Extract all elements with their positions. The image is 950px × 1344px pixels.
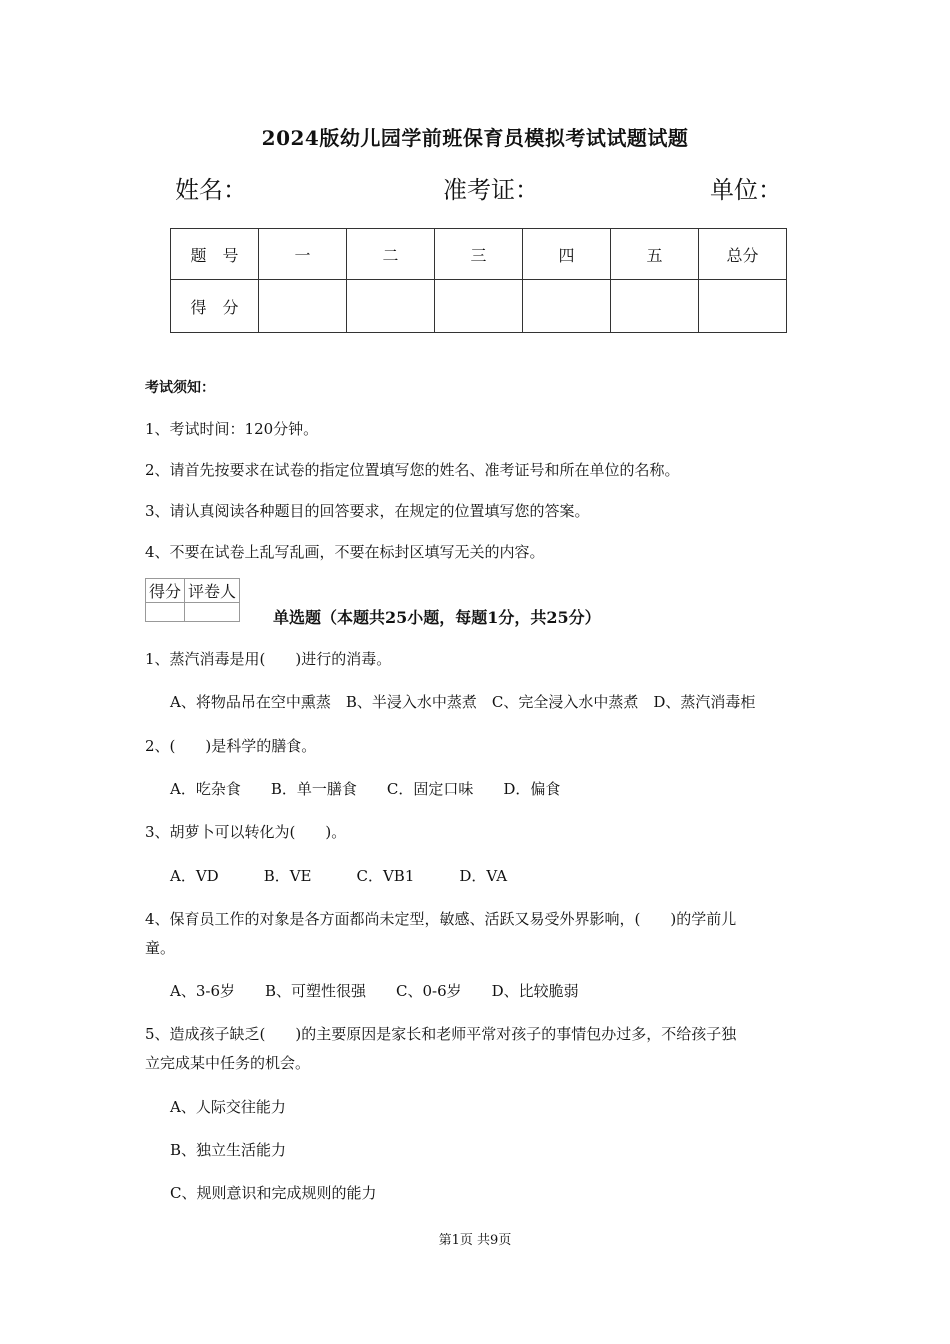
score-table-score-row — [171, 280, 787, 333]
notice-item: 2、请首先按要求在试卷的指定位置填写您的姓名、准考证号和所在单位的名称。 — [145, 461, 680, 479]
question-stem: 1、蒸汽消毒是用( )进行的消毒。 — [145, 650, 392, 668]
question-stem-continued: 童。 — [145, 939, 176, 957]
question-options: A．VD B．VE C．VB1 D．VA — [170, 867, 508, 885]
document-title: 2024版幼儿园学前班保育员模拟考试试题试题 — [261, 126, 689, 150]
notice-item: 1、考试时间：120分钟。 — [145, 420, 319, 438]
score-table-header-row — [171, 229, 787, 280]
score-cell — [523, 280, 611, 333]
question-stem: 3、胡萝卜可以转化为( )。 — [145, 823, 347, 841]
grader-score-label: 得分 — [146, 579, 185, 603]
question-options: A．吃杂食 B．单一膳食 C．固定口味 D．偏食 — [170, 780, 561, 798]
score-header-cell: 题 号 — [171, 229, 259, 280]
question-stem-continued: 立完成某中任务的机会。 — [145, 1054, 311, 1072]
score-header-cell: 总分 — [699, 229, 787, 280]
question-stem: 5、造成孩子缺乏( )的主要原因是家长和老师平常对孩子的事情包办过多，不给孩子独 — [145, 1025, 737, 1043]
unit-field-label: 单位： — [710, 176, 782, 204]
question-option: C、规则意识和完成规则的能力 — [170, 1184, 377, 1202]
score-header-cell: 五 — [611, 229, 699, 280]
score-row-label: 得 分 — [171, 280, 259, 333]
exam-id-field-label: 准考证： — [443, 176, 539, 204]
grader-score-cell — [146, 603, 185, 622]
notice-heading: 考试须知： — [145, 380, 215, 396]
notice-item: 4、不要在试卷上乱写乱画，不要在标封区填写无关的内容。 — [145, 543, 545, 561]
score-cell — [435, 280, 523, 333]
score-header-cell: 二 — [347, 229, 435, 280]
grader-reviewer-cell — [185, 603, 240, 622]
question-option: B、独立生活能力 — [170, 1141, 287, 1159]
page-footer: 第1页 共9页 — [438, 1233, 512, 1248]
name-field-label: 姓名： — [175, 176, 247, 204]
score-cell — [611, 280, 699, 333]
score-cell — [699, 280, 787, 333]
score-header-cell: 一 — [259, 229, 347, 280]
grader-reviewer-label: 评卷人 — [185, 579, 240, 603]
section-title: 单选题（本题共25小题，每题1分，共25分） — [273, 608, 601, 627]
notice-item: 3、请认真阅读各种题目的回答要求，在规定的位置填写您的答案。 — [145, 502, 590, 520]
score-header-cell: 三 — [435, 229, 523, 280]
score-header-cell: 四 — [523, 229, 611, 280]
score-cell — [259, 280, 347, 333]
grader-box — [145, 578, 240, 622]
score-cell — [347, 280, 435, 333]
question-stem: 4、保育员工作的对象是各方面都尚未定型，敏感、活跃又易受外界影响，( )的学前儿 — [145, 910, 737, 928]
question-option: A、人际交往能力 — [170, 1098, 286, 1116]
question-options: A、将物品吊在空中熏蒸 B、半浸入水中蒸煮 C、完全浸入水中蒸煮 D、蒸汽消毒柜 — [170, 693, 756, 711]
question-stem: 2、( )是科学的膳食。 — [145, 737, 317, 755]
question-options: A、3-6岁 B、可塑性很强 C、0-6岁 D、比较脆弱 — [170, 982, 579, 1000]
score-table — [170, 228, 787, 333]
